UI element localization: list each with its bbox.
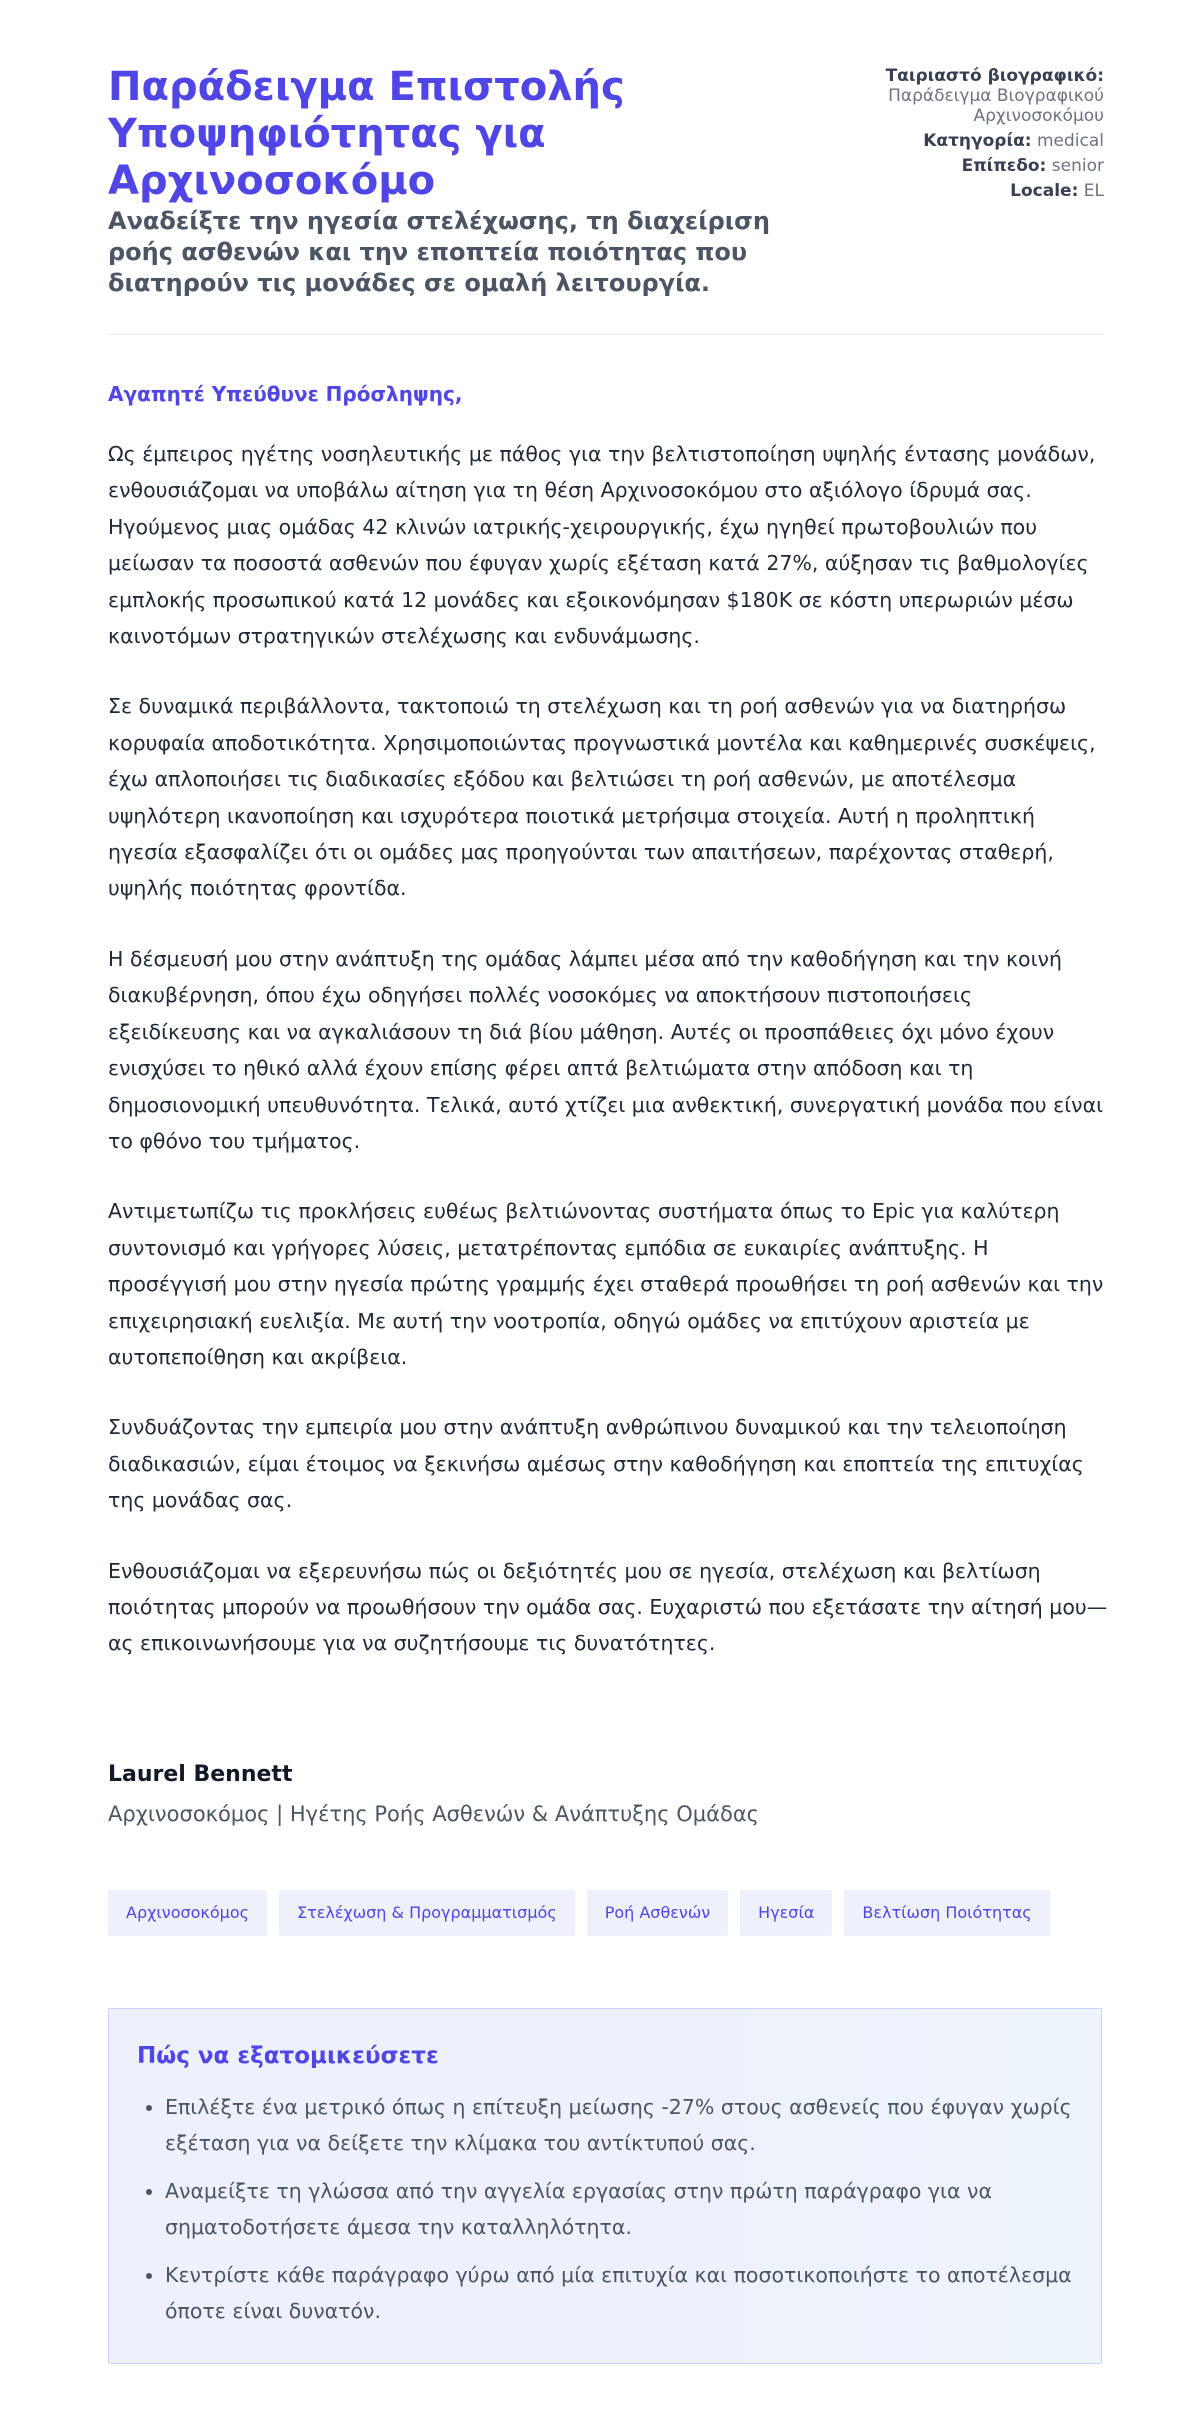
letter-paragraph: Η δέσμευσή μου στην ανάπτυξη της ομάδας λάμπει μέσα από την καθοδήγηση και την κοινή διακυβέρνηση, όπου έχω οδηγήσει πολλές νοσοκόμες να αποκτήσουν πιστοποιήσεις εξειδίκευσης και να αγκαλιάσουν τη διά βίου μάθηση. Αυτές οι προσπάθειες όχι μόνο έχουν ενισχύσει το ηθικό αλλά έχουν επίσης φέρει απτά βελτιώματα στην απόδοση και τη δημοσιονομική υπευθυνότητα. Τελικά, αυτό χτίζει μια ανθεκτική, συνεργατική μονάδα που είναι το φθόνο του τμήματος. xyxy=(108,946,1104,1153)
meta-category-value: medical xyxy=(1036,131,1104,151)
salutation: Αγαπητέ Υπεύθυνε Πρόσληψης, xyxy=(108,382,463,406)
meta-category xyxy=(864,131,1104,151)
meta-locale xyxy=(864,181,1104,201)
meta-panel xyxy=(864,66,1104,206)
letter-paragraph: Αντιμετωπίζω τις προκλήσεις ευθέως βελτιώνοντας συστήματα όπως το Epic για καλύτερη συντονισμό και γρήγορες λύσεις, μετατρέποντας εμπόδια σε ευκαιρίες ανάπτυξης. Η προσέγγισή μου στην ηγεσία πρώτης γραμμής έχει σταθερά προωθήσει τη ροή ασθενών και την επιχειρησιακή ευελιξία. Με αυτή την νοοτροπία, οδηγώ ομάδες να επιτύχουν αριστεία με αυτοπεποίθηση και ακρίβεια. xyxy=(108,1199,1104,1369)
tag[interactable]: Βελτίωση Ποιότητας xyxy=(844,1890,1049,1936)
tag-list xyxy=(108,1890,1050,1936)
page-title: Παράδειγμα Επιστολής Υποψηφιότητας για Αρχινοσοκόμο xyxy=(108,64,625,204)
document xyxy=(108,0,1108,2323)
page-subtitle: Αναδείξτε την ηγεσία στελέχωσης, τη διαχείριση ροής ασθενών και την εποπτεία ποιότητας που διατηρούν τις μονάδες σε ομαλή λειτουργία. xyxy=(108,207,770,297)
meta-level-value: senior xyxy=(1051,156,1104,176)
meta-locale-value: EL xyxy=(1083,181,1104,201)
signature-name: Laurel Bennett xyxy=(108,1762,293,1787)
letter-paragraph: Συνδυάζοντας την εμπειρία μου στην ανάπτυξη ανθρώπινου δυναμικού και την τελειοποίηση διαδικασιών, είμαι έτοιμος να ξεκινήσω αμέσως στην καθοδήγηση και εποπτεία της επιτυχίας της μονάδας σας. xyxy=(108,1415,1084,1513)
signature-role: Αρχινοσοκόμος | Ηγέτης Ροής Ασθενών & Ανάπτυξης Ομάδας xyxy=(108,1802,759,1826)
tips-item: • Επιλέξτε ένα μετρικό όπως η επίτευξη μείωσης -27% στους ασθενείς που έφυγαν χωρίς εξέταση για να δείξετε την κλίμακα του αντίκτυπού σας. xyxy=(165,2089,1073,2161)
meta-category-key: Κατηγορία: xyxy=(923,131,1032,151)
letter-paragraph: Ως έμπειρος ηγέτης νοσηλευτικής με πάθος για την βελτιστοποίηση υψηλής έντασης μονάδων, ενθουσιάζομαι να υποβάλω αίτηση για τη θέση Αρχινοσοκόμου στο αξιόλογο ίδρυμά σας. Ηγούμενος μιας ομάδας 42 κλινών ιατρικής-χειρουργικής, έχω ηγηθεί πρωτοβουλιών που μείωσαν τα ποσοστά ασθενών που έφυγαν χωρίς εξέταση κατά 27%, αύξησαν τις βαθμολογίες εμπλοκής προσωπικού κατά 12 μονάδες και εξοικονόμησαν $180K σε κόστη υπερωριών μέσω καινοτόμων στρατηγικών στελέχωσης και ενδυνάμωσης. xyxy=(108,442,1096,649)
meta-locale-key: Locale: xyxy=(1010,181,1079,201)
letter-paragraph: Ενθουσιάζομαι να εξερευνήσω πώς οι δεξιότητές μου σε ηγεσία, στελέχωση και βελτίωση ποιότητας μπορούν να προωθήσουν την ομάδα σας. Ευχαριστώ που εξετάσατε την αίτησή μου—ας επικοινωνήσουμε για να συζητήσουμε τις δυνατότητες. xyxy=(108,1558,1108,1656)
tag[interactable]: Ροή Ασθενών xyxy=(587,1890,728,1936)
tips-box xyxy=(108,2008,1102,2364)
meta-level-key: Επίπεδο: xyxy=(961,156,1047,176)
header xyxy=(108,0,1104,335)
tips-title: Πώς να εξατομικεύσετε xyxy=(137,2043,439,2069)
tips-item: • Αναμείξτε τη γλώσσα από την αγγελία εργασίας στην πρώτη παράγραφο για να σηματοδοτήσετε άμεσα την καταλληλότητα. xyxy=(165,2173,1073,2245)
tips-list xyxy=(137,2089,1073,2329)
tag[interactable]: Ηγεσία xyxy=(740,1890,832,1936)
meta-resume-link[interactable]: Παράδειγμα Βιογραφικού Αρχινοσοκόμου xyxy=(888,86,1104,126)
meta-resume xyxy=(864,66,1104,126)
tag[interactable]: Αρχινοσοκόμος xyxy=(108,1890,267,1936)
letter-paragraph: Σε δυναμικά περιβάλλοντα, τακτοποιώ τη στελέχωση και τη ροή ασθενών για να διατηρήσω κορυφαία αποδοτικότητα. Χρησιμοποιώντας προγνωστικά μοντέλα και καθημερινές συσκέψεις, έχω απλοποιήσει τις διαδικασίες εξόδου και βελτιώσει τη ροή ασθενών, με αποτέλεσμα υψηλότερη ικανοποίηση και ισχυρότερα ποιοτικά μετρήσιμα στοιχεία. Αυτή η προληπτική ηγεσία εξασφαλίζει ότι οι ομάδες μας προηγούνται των απαιτήσεων, παρέχοντας σταθερή, υψηλής ποιότητας φροντίδα. xyxy=(108,694,1096,901)
meta-resume-key: Ταιριαστό βιογραφικό: xyxy=(885,66,1104,86)
tips-item: • Κεντρίστε κάθε παράγραφο γύρω από μία επιτυχία και ποσοτικοποιήστε το αποτέλεσμα όποτε είναι δυνατόν. xyxy=(165,2257,1073,2329)
meta-level xyxy=(864,156,1104,176)
letter-body xyxy=(108,436,1108,1696)
tag[interactable]: Στελέχωση & Προγραμματισμός xyxy=(279,1890,575,1936)
